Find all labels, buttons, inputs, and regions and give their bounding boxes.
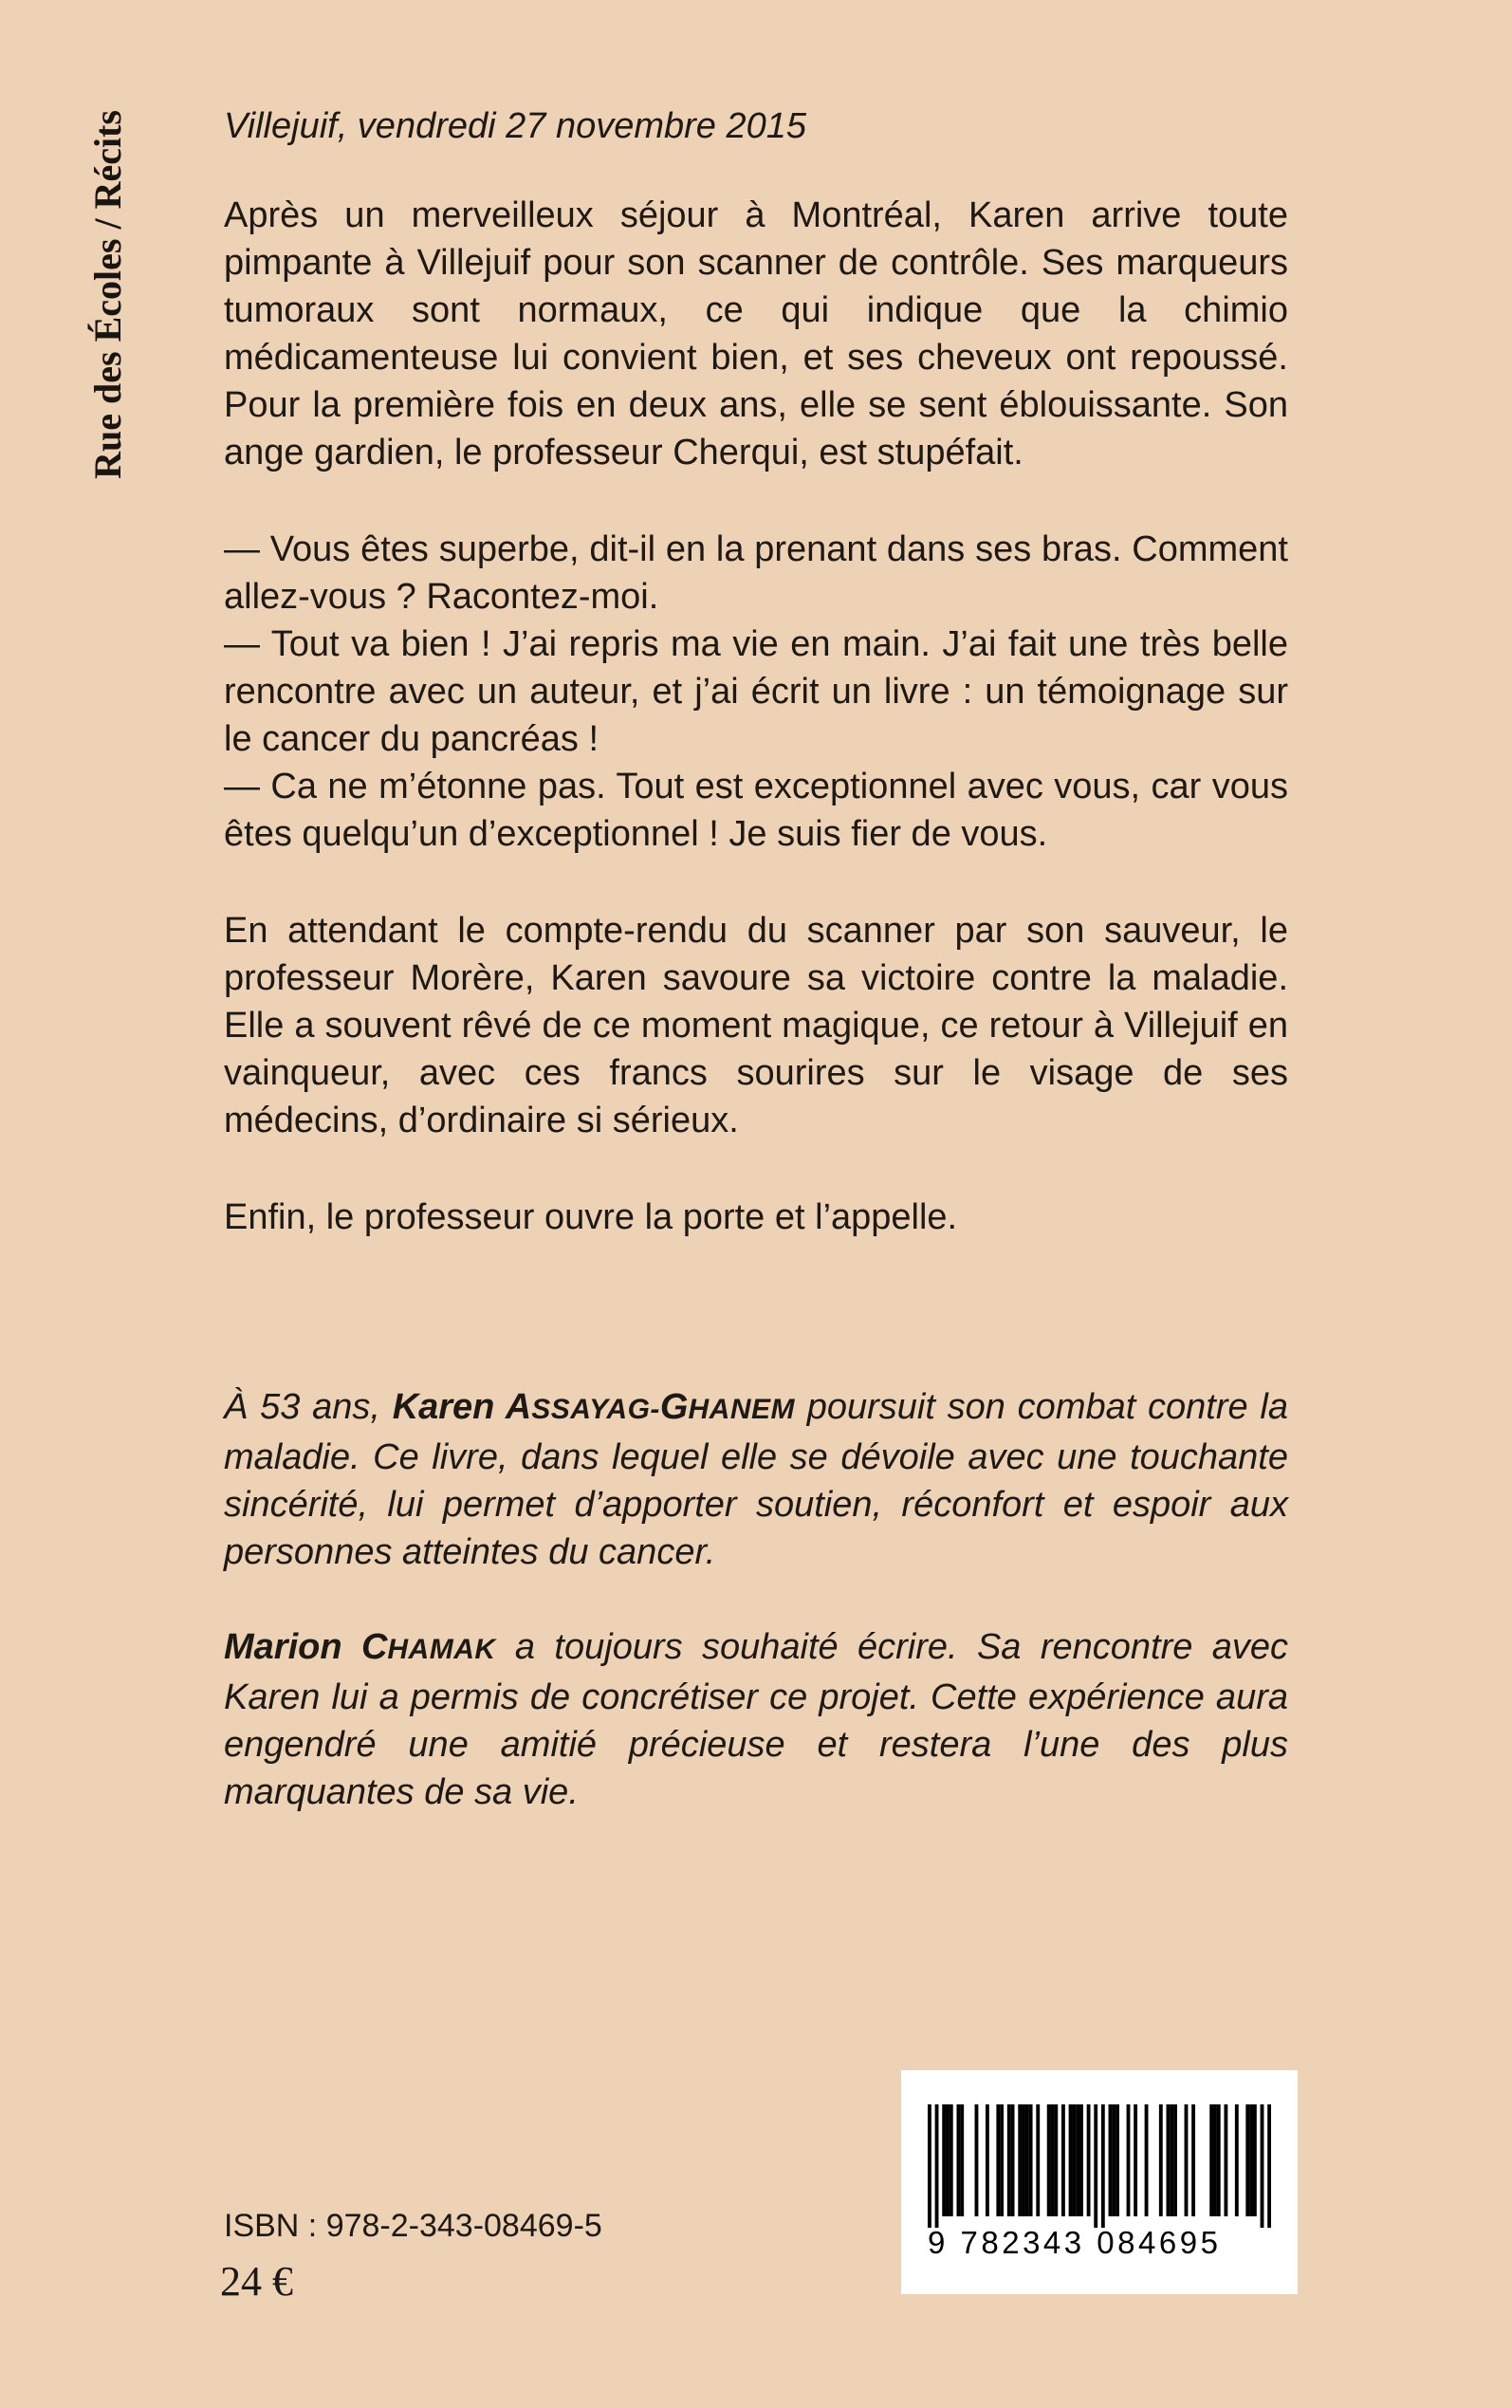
author-bio-karen (224, 1383, 1288, 1576)
author-bio-marion (224, 1623, 1288, 1816)
synopsis-paragraph-2: En attendant le compte-rendu du scanner par son sauveur, le professeur Morère, Karen savoure sa victoire contre la maladie. Elle a souvent rêvé de ce moment magique, ce retour à Villejuif en vainqueur, avec ces francs sourires sur le visage de ses médecins, d’ordinaire si sérieux. (224, 911, 1288, 1140)
barcode-bar (1267, 2104, 1271, 2228)
synopsis-paragraph-3: Enfin, le professeur ouvre la porte et l’appelle. (224, 1197, 958, 1237)
barcode-bar (1173, 2104, 1177, 2216)
barcode-bar (956, 2104, 960, 2216)
barcode-bar (1109, 2104, 1113, 2216)
dialogue-line: — Tout va bien ! J’ai repris ma vie en main. J’ai fait une très belle rencontre avec un auteur, et j’ai écrit un livre : un témoignage sur le cancer du pancréas ! (224, 624, 1288, 759)
barcode-bar (1127, 2104, 1131, 2216)
barcode-bar (1029, 2104, 1033, 2216)
author-name-karen: Karen ASSAYAG-GHANEM (392, 1387, 795, 1427)
barcode-bar (1047, 2104, 1051, 2216)
barcode-bar (1235, 2104, 1239, 2216)
synopsis (224, 102, 1288, 1290)
barcode-bar (1166, 2104, 1170, 2216)
barcode-bar (1170, 2104, 1173, 2216)
price-label: 24 € (220, 2258, 293, 2305)
bio-text: a toujours souhaité écrire. Sa rencontre avec Karen lui a permis de concrétiser ce projet. Cette expérience aura engendré une amitié précieuse et restera l’une des plus marquantes de sa vie. (224, 1627, 1288, 1812)
dialogue-line: — Ca ne m’étonne pas. Tout est exceptionnel avec vous, car vous êtes quelqu’un d’exceptionnel ! Je suis fier de vous. (224, 767, 1288, 854)
synopsis-paragraph-1: Après un merveilleux séjour à Montréal, Karen arrive toute pimpante à Villejuif pour son scanner de contrôle. Ses marqueurs tumoraux sont normaux, ce qui indique que la chimio médicamenteuse lui convient bien, et ses cheveux ont repoussé. Pour la première fois en deux ans, elle se sent éblouissante. Son ange gardien, le professeur Cherqui, est stupéfait. (224, 195, 1288, 472)
barcode-bar (1087, 2104, 1091, 2216)
barcode-bar (1249, 2104, 1253, 2216)
barcode-bar (950, 2104, 953, 2216)
isbn-label: ISBN : 978-2-343-08469-5 (224, 2208, 602, 2244)
barcode-bar (996, 2104, 1000, 2216)
barcode-bar (1134, 2104, 1137, 2216)
barcode-bar (1094, 2104, 1097, 2228)
barcode-bar (1253, 2104, 1257, 2216)
barcode-bar (975, 2104, 979, 2216)
barcode-bar (1051, 2104, 1055, 2216)
barcode-bar (1209, 2104, 1213, 2216)
barcode-bar (1069, 2104, 1073, 2216)
author-name-marion: Marion CHAMAK (224, 1627, 496, 1667)
barcode-bar (1145, 2104, 1149, 2216)
barcode-bar (986, 2104, 989, 2216)
barcode-bar (946, 2104, 950, 2216)
barcode-bar (1261, 2104, 1264, 2228)
barcode-bar (1101, 2104, 1105, 2228)
barcode-bar (1245, 2104, 1249, 2216)
barcode-bar (1000, 2104, 1004, 2216)
barcode-bar (1191, 2104, 1195, 2216)
barcode-bar (1185, 2104, 1189, 2216)
bio-lead: À 53 ans, (224, 1387, 393, 1427)
barcode-bar (1011, 2104, 1015, 2216)
barcode-bar (1079, 2104, 1083, 2216)
barcode-bar (1036, 2104, 1040, 2216)
barcode-bar (1076, 2104, 1079, 2216)
dialogue-block (224, 526, 1288, 858)
ean13-barcode-icon (928, 2104, 1271, 2228)
barcode-bar (1022, 2104, 1025, 2216)
barcode-bar (1213, 2104, 1217, 2216)
barcode-bar (928, 2104, 931, 2228)
barcode-bar (960, 2104, 964, 2216)
barcode-bar (1112, 2104, 1116, 2216)
collection-spine-label: Rue des Écoles / Récits (86, 110, 129, 479)
barcode-bar (935, 2104, 939, 2228)
barcode-bar (1054, 2104, 1058, 2216)
barcode-bar (1061, 2104, 1065, 2216)
dialogue-line: — Vous êtes superbe, dit-il en la prenant dans ses bras. Comment allez-vous ? Racontez-moi. (224, 529, 1288, 617)
barcode-bar (1025, 2104, 1029, 2216)
barcode-bar (1116, 2104, 1119, 2216)
barcode-bar (942, 2104, 946, 2216)
author-bios (224, 1383, 1288, 1863)
barcode-bar (1224, 2104, 1227, 2216)
barcode-bar (1159, 2104, 1163, 2216)
barcode-digits: 9 782343 084695 (928, 2225, 1222, 2260)
dateline: Villejuif, vendredi 27 novembre 2015 (224, 106, 807, 146)
barcode-bar (1007, 2104, 1011, 2216)
bio-text: poursuit son combat contre la maladie. Ce livre, dans lequel elle se dévoile avec une touchante sincérité, lui permet d’apporter soutien, réconfort et espoir aux personnes atteintes du cancer. (224, 1387, 1288, 1572)
barcode-bar (1018, 2104, 1022, 2216)
barcode-bar (1217, 2104, 1221, 2216)
barcode-bar (1072, 2104, 1076, 2216)
barcode-panel (901, 2070, 1298, 2294)
